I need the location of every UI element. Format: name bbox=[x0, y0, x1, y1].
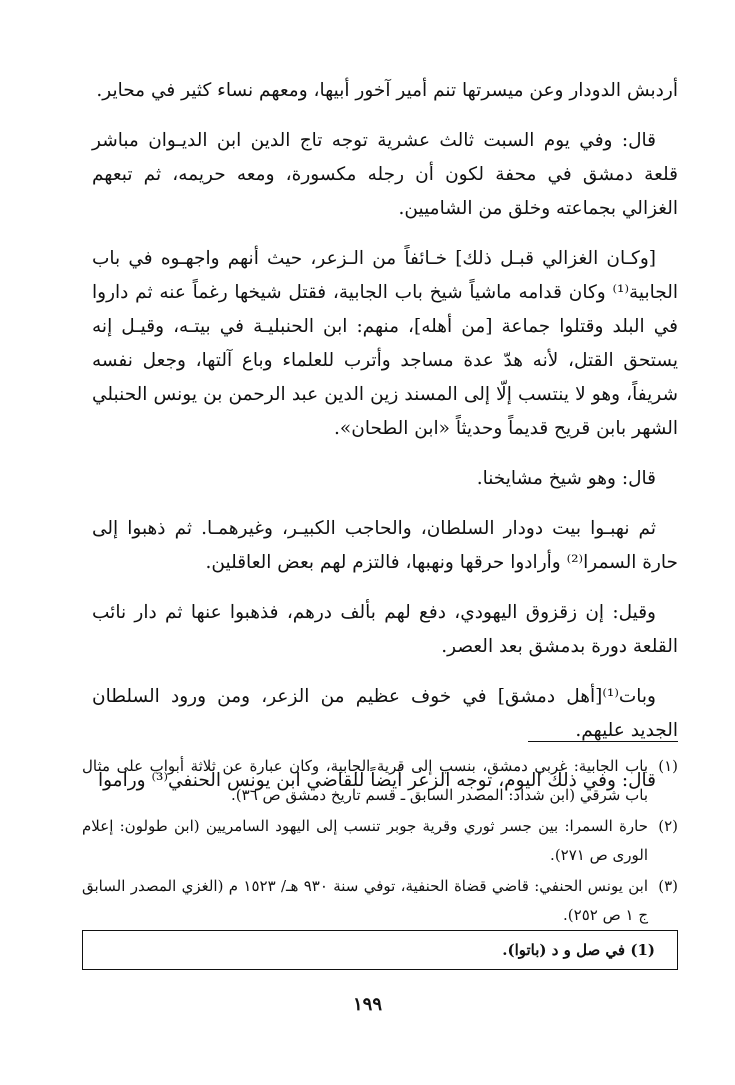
footnote-text: باب الجابية: غربي دمشق، بنسب إلى قرية الجابية، وكان عبارة عن ثلاثة أبواب على مثال باب شرقي (ابن شداد: المصدر السابق ـ قسم تاريخ دمشق ص ٣٦). bbox=[82, 757, 648, 804]
footnote-text: ابن يونس الحنفي: قاضي قضاة الحنفية، توفي سنة ٩٣٠ هـ/ ١٥٢٣ م (الغزي المصدر السابق ج ١ ص ٢٥٢). bbox=[82, 877, 648, 924]
variant-number: (1) bbox=[630, 941, 655, 959]
paragraph-2: قال: وفي يوم السبت ثالث عشرية توجه تاج الدين ابن الديـوان مباشر قلعة دمشق في محفة لكون أن رجله مكسورة، ومعه حريمه، ثم تبعهم الغزالي بجماعته وخلق من الشاميين. bbox=[92, 130, 678, 219]
main-text bbox=[92, 74, 678, 814]
footnote-1 bbox=[82, 752, 678, 810]
footnote-number: (٣) bbox=[658, 877, 678, 895]
footnote-number: (١) bbox=[658, 757, 678, 775]
footnote-number: (٢) bbox=[658, 817, 678, 835]
paragraph-3: [وكـان الغزالي قبـل ذلك] خـائفاً من الـزعر، حيث أنهم واجهـوه في باب الجابية⁽¹⁾ وكان قدامه ماشياً شيخ باب الجابية، فقتل شيخها رغماً عنه ثم داروا في البلد وقتلوا جماعة [من أهله]، منهم: ابن الحنبليـة في بيتـه، وقيـل إنه يستحق القتل، لأنه هدّ عدة مساجد وأترب للعلماء وباع آلتها، وجعل نفسه شريفاً، وهو لا ينتسب إلّا إلى المسند زين الدين عبد الرحمن بن يونس الحنبلي الشهر بابن قريح قديماً وحديثاً «ابن الطحان». bbox=[92, 248, 678, 439]
variant-text: في صل و د (باتوا). bbox=[502, 941, 626, 959]
paragraph-6: وقيل: إن زقزوق اليهودي، دفع لهم بألف درهم، فذهبوا عنها ثم دار نائب القلعة دورة بدمشق بعد العصر. bbox=[92, 602, 678, 657]
paragraph-5: ثم نهبـوا بيت دودار السلطان، والحاجب الكبيـر، وغيرهمـا. ثم ذهبوا إلى حارة السمرا⁽²⁾ وأرادوا حرقها ونهبها، فالتزم لهم بعض العاقلين. bbox=[92, 518, 678, 573]
page-number: ١٩٩ bbox=[352, 994, 382, 1015]
variant-note bbox=[502, 937, 655, 963]
paragraph-4: قال: وهو شيخ مشايخنا. bbox=[476, 468, 656, 489]
footnotes bbox=[82, 752, 678, 932]
footnote-text: حارة السمرا: بين جسر ثوري وقرية جوبر تنسب إلى اليهود السامريين (ابن طولون: إعلام الورى ص ٢٧١). bbox=[82, 817, 648, 864]
paragraph-1: أردبش الدودار وعن ميسرتها تنم أمير آخور أبيها، ومعهم نساء كثير في محاير. bbox=[96, 80, 678, 101]
footnote-2 bbox=[82, 812, 678, 870]
paragraph-7: وبات⁽¹⁾[أهل دمشق] في خوف عظيم من الزعر، ومن ورود السلطان الجديد عليهم. bbox=[92, 686, 678, 741]
paragraph-8: قال: وفي ذلك اليوم، توجه الزعر أيضاً للقاضي ابن يونس الحنفي⁽³⁾ وراموا bbox=[97, 770, 656, 791]
footnote-3 bbox=[82, 872, 678, 930]
footnote-separator bbox=[528, 741, 678, 742]
manuscript-variant-box bbox=[82, 930, 678, 970]
